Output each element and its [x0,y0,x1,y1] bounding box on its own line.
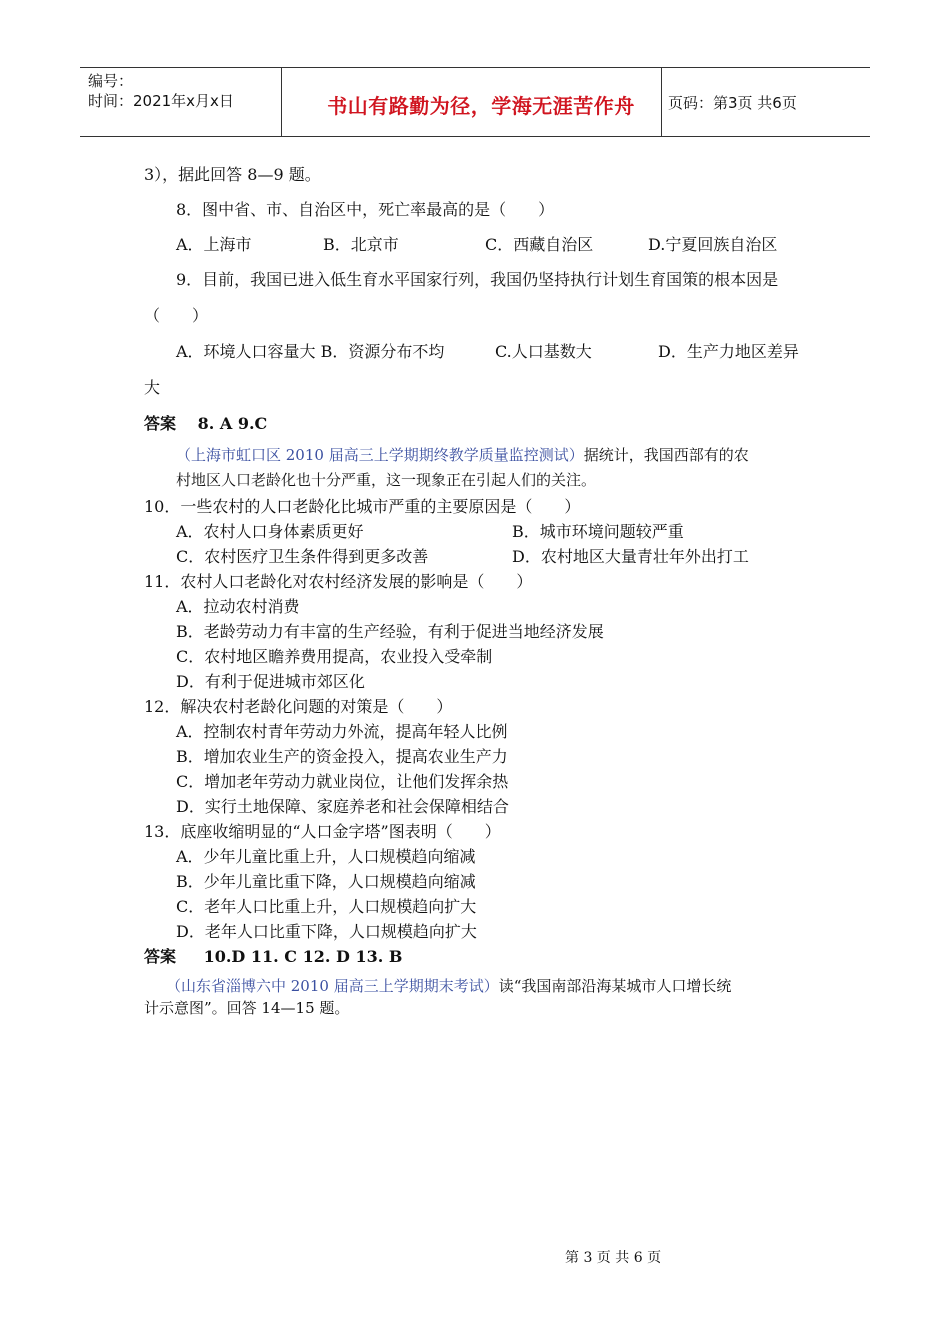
header-motto: 书山有路勤为径，学海无涯苦作舟 [327,94,635,118]
section3-intro [166,975,731,996]
question-11-option-d: D．有利于促进城市郊区化 [176,672,365,691]
question-8-option-d: D.宁夏回族自治区 [648,235,778,254]
header-page-info: 页码：第3页 共6页 [668,94,797,112]
question-9-paren: （ ） [144,306,209,325]
section1-lead: 3），据此回答 8—9 题。 [144,165,321,184]
header-meta [88,71,234,111]
question-10-option-b: B．城市环境问题较严重 [512,522,684,541]
question-13-option-d: D．老年人口比重下降，人口规模趋向扩大 [176,922,477,941]
answer-block-1 [144,411,267,434]
question-10-option-a: A．农村人口身体素质更好 [176,522,364,541]
question-13-stem: 13．底座收缩明显的“人口金字塔”图表明（ ） [144,822,501,841]
section3-intro-text: 读“我国南部沿海某城市人口增长统 [498,977,732,995]
question-8-option-c: C．西藏自治区 [485,235,594,254]
time-label: 时间：2021年x月x日 [88,92,234,110]
header-divider-left [281,68,282,136]
page-footer: 第 3 页 共 6 页 [565,1250,662,1266]
question-12-option-c: C．增加老年劳动力就业岗位，让他们发挥余热 [176,772,509,791]
answer-values: 10.D 11. C 12. D 13. B [203,947,403,966]
page-header [80,67,870,137]
question-9-option-d-wrap: 大 [144,378,161,397]
section3-intro-line2: 计示意图”。回答 14—15 题。 [144,999,350,1017]
question-10-option-c: C．农村医疗卫生条件得到更多改善 [176,547,429,566]
question-8-option-b: B．北京市 [323,235,399,254]
question-8-stem: 8．图中省、市、自治区中，死亡率最高的是（ ） [176,200,555,219]
section2-intro-line2: 村地区人口老龄化也十分严重，这一现象正在引起人们的关注。 [176,471,597,489]
source-citation: （山东省淄博六中 2010 届高三上学期期末考试） [166,977,499,995]
question-13-option-c: C．老年人口比重上升，人口规模趋向扩大 [176,897,477,916]
answer-block-2 [144,944,402,967]
question-13-option-a: A．少年儿童比重上升，人口规模趋向缩减 [176,847,476,866]
question-8-option-a: A．上海市 [176,235,252,254]
question-12-option-b: B．增加农业生产的资金投入，提高农业生产力 [176,747,508,766]
question-12-stem: 12．解决农村老龄化问题的对策是（ ） [144,697,453,716]
question-9-stem: 9．目前，我国已进入低生育水平国家行列，我国仍坚持执行计划生育国策的根本因是 [176,270,779,289]
question-10-stem: 10．一些农村的人口老龄化比城市严重的主要原因是（ ） [144,497,581,516]
source-citation: （上海市虹口区 2010 届高三上学期期终教学质量监控测试） [176,446,584,464]
question-9-option-d: D．生产力地区差异 [658,342,799,361]
question-11-option-c: C．农村地区瞻养费用提高，农业投入受牵制 [176,647,493,666]
question-12-option-d: D．实行土地保障、家庭养老和社会保障相结合 [176,797,509,816]
answer-label: 答案 [144,947,177,966]
question-11-option-a: A．拉动农村消费 [176,597,300,616]
question-9-option-ab: A．环境人口容量大 B．资源分布不均 [176,342,445,361]
answer-label: 答案 [144,414,177,433]
answer-values: 8. A 9.C [197,414,268,433]
section2-intro [176,444,749,465]
question-12-option-a: A．控制农村青年劳动力外流，提高年轻人比例 [176,722,508,741]
section2-intro-text: 据统计，我国西部有的农 [583,446,749,464]
question-11-stem: 11．农村人口老龄化对农村经济发展的影响是（ ） [144,572,533,591]
question-9-option-c: C.人口基数大 [495,342,592,361]
number-label: 编号： [88,72,134,90]
question-11-option-b: B．老龄劳动力有丰富的生产经验，有利于促进当地经济发展 [176,622,604,641]
question-13-option-b: B．少年儿童比重下降，人口规模趋向缩减 [176,872,476,891]
question-10-option-d: D．农村地区大量青壮年外出打工 [512,547,749,566]
